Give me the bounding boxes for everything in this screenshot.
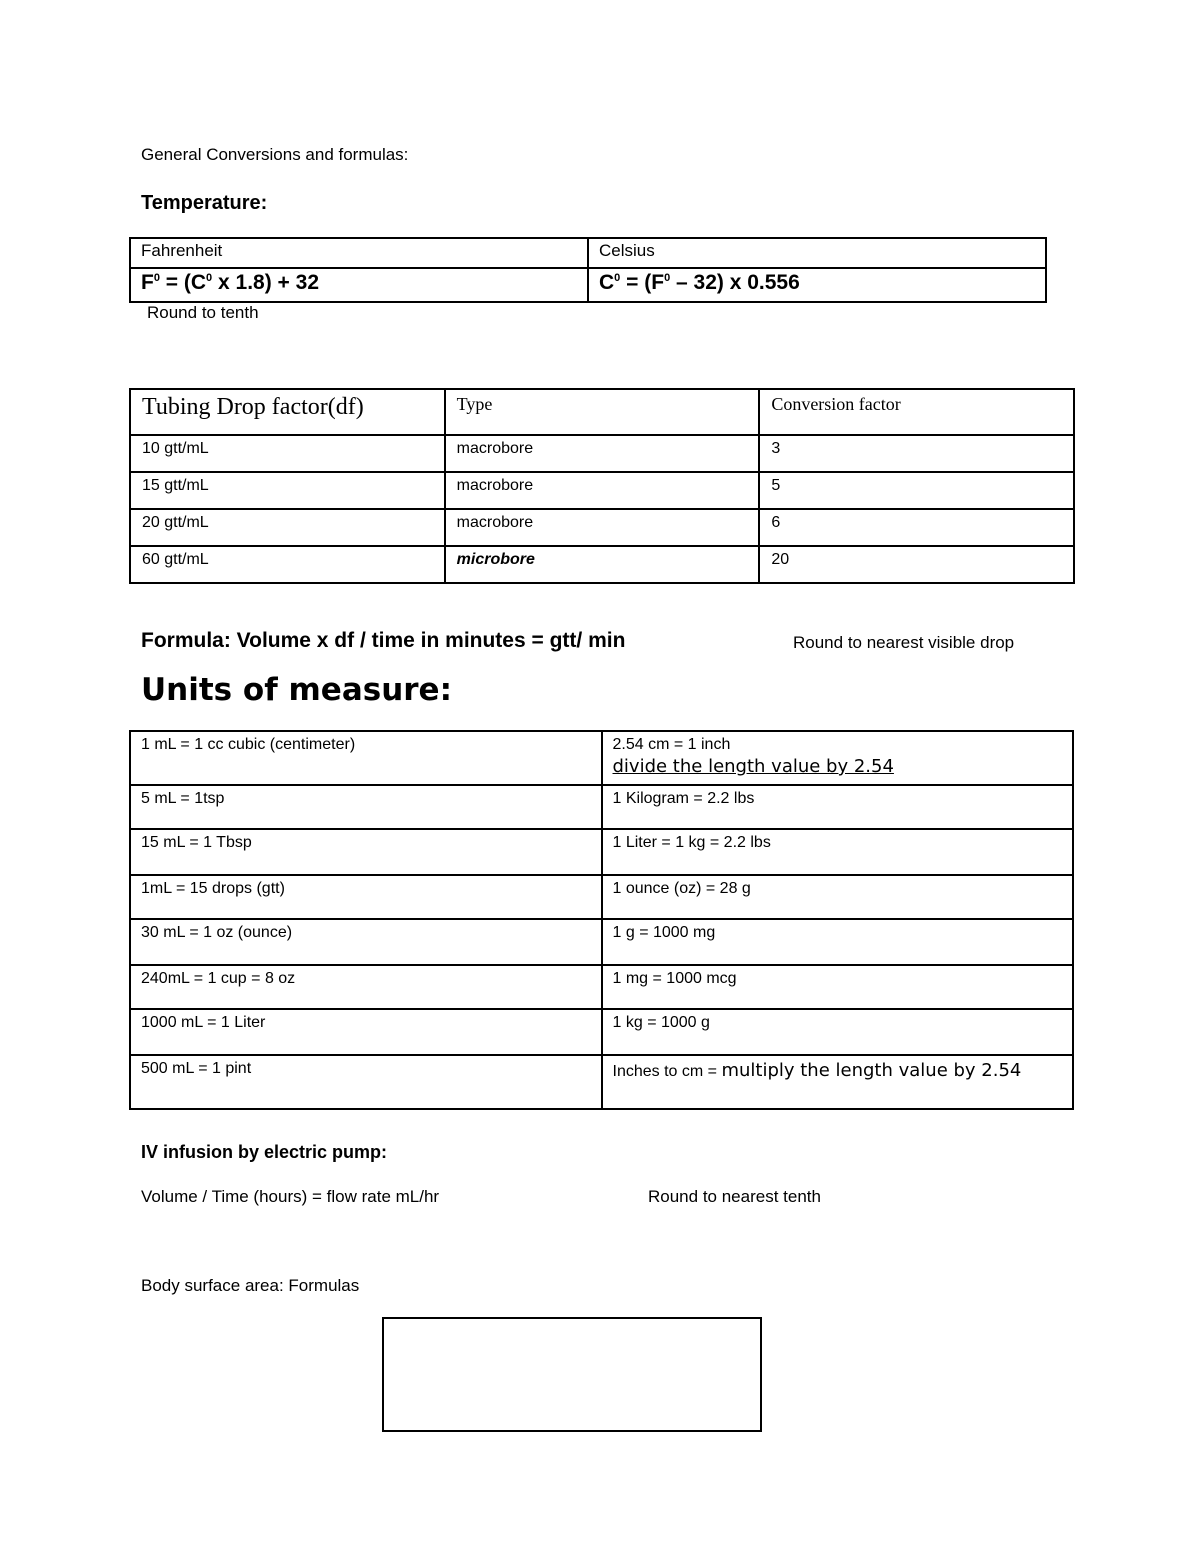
conversion-cell: 20 — [759, 546, 1074, 583]
conversion-cell: 6 — [759, 509, 1074, 546]
type-cell: macrobore — [445, 435, 760, 472]
bsa-formula-box — [382, 1317, 762, 1432]
celsius-header: Celsius — [588, 238, 1046, 268]
iv-flow-rate-formula: Volume / Time (hours) = flow rate mL/hr — [141, 1187, 440, 1206]
type-cell: macrobore — [445, 472, 760, 509]
units-left-cell: 500 mL = 1 pint — [130, 1055, 602, 1109]
units-left-cell: 240mL = 1 cup = 8 oz — [130, 965, 602, 1009]
units-note: divide the length value by 2.54 — [612, 756, 894, 777]
units-heading: Units of measure: — [141, 672, 452, 708]
units-left-cell: 30 mL = 1 oz (ounce) — [130, 919, 602, 965]
page-title: General Conversions and formulas: — [141, 145, 409, 164]
units-right-cell: 1 mg = 1000 mcg — [602, 965, 1074, 1009]
units-right-cell: Inches to cm = multiply the length value by 2.54 — [602, 1055, 1074, 1109]
table-row — [130, 785, 1073, 829]
units-right-cell: 2.54 cm = 1 inch divide the length value by 2.54 — [602, 731, 1074, 785]
units-right-cell: 1 g = 1000 mg — [602, 919, 1074, 965]
units-right-cell: 1 kg = 1000 g — [602, 1009, 1074, 1055]
fahrenheit-formula: $F^0 = (C^0$ x 1.8) + 32 — [130, 268, 588, 302]
fahrenheit-header: Fahrenheit — [130, 238, 588, 268]
table-row — [130, 965, 1073, 1009]
units-right-cell: 1 ounce (oz) = 28 g — [602, 875, 1074, 919]
iv-infusion-heading: IV infusion by electric pump: — [141, 1142, 388, 1162]
bsa-heading: Body surface area: Formulas — [141, 1276, 360, 1295]
units-left-cell: 1 mL = 1 cc cubic (centimeter) — [130, 731, 602, 785]
conversion-factor-header: Conversion factor — [759, 389, 1074, 435]
table-row — [130, 919, 1073, 965]
conversion-cell: 3 — [759, 435, 1074, 472]
table-row — [130, 509, 1074, 546]
iv-round-note: Round to nearest tenth — [648, 1187, 821, 1206]
units-left-cell: 1000 mL = 1 Liter — [130, 1009, 602, 1055]
type-cell: macrobore — [445, 509, 760, 546]
units-left-cell: 1mL = 15 drops (gtt) — [130, 875, 602, 919]
table-row — [130, 829, 1073, 875]
table-row — [130, 731, 1073, 785]
units-right-cell: 1 Kilogram = 2.2 lbs — [602, 785, 1074, 829]
type-cell: microbore — [445, 546, 760, 583]
drop-factor-cell: 10 gtt/mL — [130, 435, 445, 472]
drop-factor-cell: 15 gtt/mL — [130, 472, 445, 509]
units-left-cell: 15 mL = 1 Tbsp — [130, 829, 602, 875]
drop-factor-cell: 60 gtt/mL — [130, 546, 445, 583]
units-table — [129, 730, 1074, 1110]
units-note: multiply the length value by 2.54 — [721, 1060, 1022, 1081]
table-row — [130, 435, 1074, 472]
table-row — [130, 1055, 1073, 1109]
table-row — [130, 546, 1074, 583]
drop-factor-header: Tubing Drop factor(df) — [130, 389, 445, 435]
table-row — [130, 875, 1073, 919]
temperature-round-note: Round to tenth — [147, 303, 259, 322]
temperature-table — [129, 237, 1047, 303]
celsius-formula: $C^0 = (F^0 - 32)$ x 0.556 — [588, 268, 1046, 302]
drop-factor-cell: 20 gtt/mL — [130, 509, 445, 546]
conversion-cell: 5 — [759, 472, 1074, 509]
temperature-heading: Temperature: — [141, 192, 268, 214]
units-right-cell: 1 Liter = 1 kg = 2.2 lbs — [602, 829, 1074, 875]
drop-factor-table — [129, 388, 1075, 584]
drip-rate-formula: Formula: Volume x df / time in minutes = gtt/ min — [141, 629, 626, 652]
units-left-cell: 5 mL = 1tsp — [130, 785, 602, 829]
drip-rate-round-note: Round to nearest visible drop — [793, 633, 1015, 652]
type-header: Type — [445, 389, 760, 435]
table-row — [130, 1009, 1073, 1055]
table-row — [130, 472, 1074, 509]
